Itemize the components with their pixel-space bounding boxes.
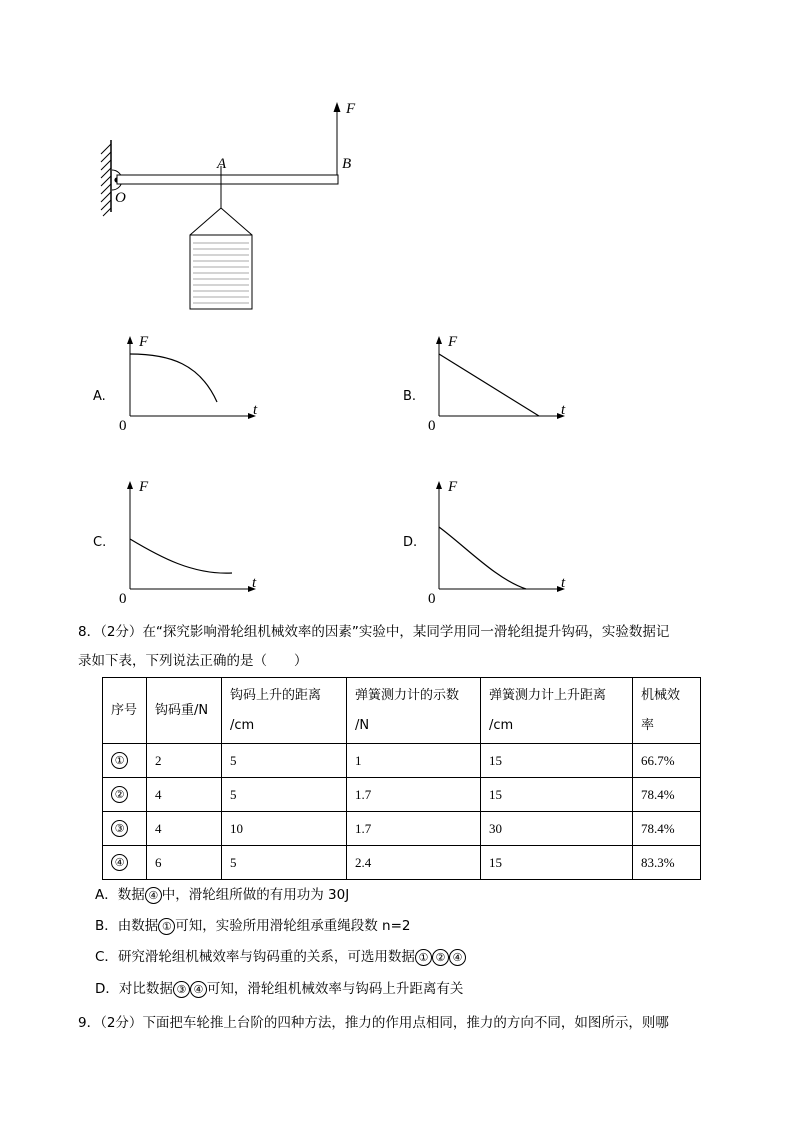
- table-cell: ①: [103, 744, 147, 778]
- origin-label: 0: [428, 591, 436, 605]
- table-cell: 78.4%: [633, 812, 701, 846]
- question-9-stem-line1: [78, 1013, 669, 1033]
- force-arrow-head: [334, 102, 341, 112]
- table-cell: 78.4%: [633, 778, 701, 812]
- option-label-d: D.: [403, 535, 418, 550]
- question-points: （2分）: [100, 624, 143, 640]
- header-cell: 弹簧测力计的示数 /N: [347, 678, 481, 744]
- table-cell: 1.7: [347, 812, 481, 846]
- curve: [439, 527, 526, 589]
- graph-a: [115, 330, 275, 460]
- y-label: F: [139, 479, 149, 495]
- table-cell: 2: [147, 744, 222, 778]
- table-cell: 1: [347, 744, 481, 778]
- wall: [101, 140, 111, 216]
- label-B: B: [342, 156, 352, 172]
- table-cell: 5: [222, 744, 347, 778]
- table-row: [103, 778, 701, 812]
- x-label: t: [561, 575, 566, 591]
- origin-label: 0: [119, 591, 127, 605]
- question-8-stem-line2: 录如下表，下列说法正确的是（ ）: [78, 653, 308, 669]
- option-d[interactable]: D．对比数据 ③ ④ 可知，滑轮组机械效率与钩码上升距离有关: [95, 981, 464, 997]
- data-table: [102, 677, 701, 880]
- question-8-stem-line1: [78, 622, 669, 642]
- table-row: [103, 744, 701, 778]
- x-label: t: [252, 575, 257, 591]
- header-cell: 序号: [103, 678, 147, 744]
- lever-rod: [117, 175, 338, 184]
- label-F: F: [346, 101, 356, 117]
- table-row: [103, 812, 701, 846]
- table-header-row: [103, 678, 701, 744]
- origin-label: 0: [119, 418, 127, 434]
- option-b[interactable]: B．由数据 ① 可知，实验所用滑轮组承重绳段数 n=2: [95, 918, 411, 934]
- graph-c: [115, 475, 275, 605]
- y-label: F: [139, 334, 149, 350]
- option-a[interactable]: A．数据 ④ 中，滑轮组所做的有用功为 30J: [95, 887, 350, 903]
- curve: [439, 354, 539, 416]
- table-cell: 66.7%: [633, 744, 701, 778]
- label-A: A: [217, 156, 227, 172]
- header-cell: 弹簧测力计上升距离 /cm: [481, 678, 633, 744]
- origin-label: 0: [428, 418, 436, 434]
- hanging-weight: [190, 235, 252, 309]
- question-points: （2分）: [100, 1015, 143, 1031]
- table-cell: 15: [481, 744, 633, 778]
- table-cell: 5: [222, 778, 347, 812]
- table-cell: 2.4: [347, 846, 481, 880]
- question-number: 8．: [78, 624, 101, 640]
- graph-d: [424, 475, 584, 605]
- curve: [130, 354, 217, 402]
- graph-b: [424, 330, 584, 460]
- x-label: t: [561, 402, 566, 418]
- table-cell: 5: [222, 846, 347, 880]
- table-cell: 6: [147, 846, 222, 880]
- lever-diagram: [90, 90, 380, 315]
- table-cell: 83.3%: [633, 846, 701, 880]
- header-cell: 钩码重/N: [147, 678, 222, 744]
- table-cell: 10: [222, 812, 347, 846]
- question-text: 下面把车轮推上台阶的四种方法，推力的作用点相同，推力的方向不同，如图所示，则哪: [142, 1015, 669, 1031]
- table-cell: ④: [103, 846, 147, 880]
- table-cell: 30: [481, 812, 633, 846]
- table-cell: ③: [103, 812, 147, 846]
- x-label: t: [253, 402, 258, 418]
- header-cell: 钩码上升的距离 /cm: [222, 678, 347, 744]
- option-label-a: A.: [93, 389, 106, 404]
- question-text: 在“探究影响滑轮组机械效率的因素”实验中，某同学用同一滑轮组提升钩码，实验数据记: [142, 624, 670, 640]
- option-c[interactable]: C．研究滑轮组机械效率与钩码重的关系，可选用数据 ① ② ④: [95, 947, 466, 967]
- y-label: F: [448, 334, 458, 350]
- header-cell: 机械效 率: [633, 678, 701, 744]
- curve: [130, 539, 232, 573]
- table-cell: 15: [481, 778, 633, 812]
- label-O: O: [115, 190, 126, 206]
- option-label-b: B.: [403, 389, 417, 404]
- table-cell: 15: [481, 846, 633, 880]
- y-label: F: [448, 479, 458, 495]
- table-row: [103, 846, 701, 880]
- table-cell: 4: [147, 778, 222, 812]
- table-cell: ②: [103, 778, 147, 812]
- option-label-c: C.: [93, 535, 107, 550]
- table-cell: 1.7: [347, 778, 481, 812]
- table-cell: 4: [147, 812, 222, 846]
- question-number: 9．: [78, 1015, 101, 1031]
